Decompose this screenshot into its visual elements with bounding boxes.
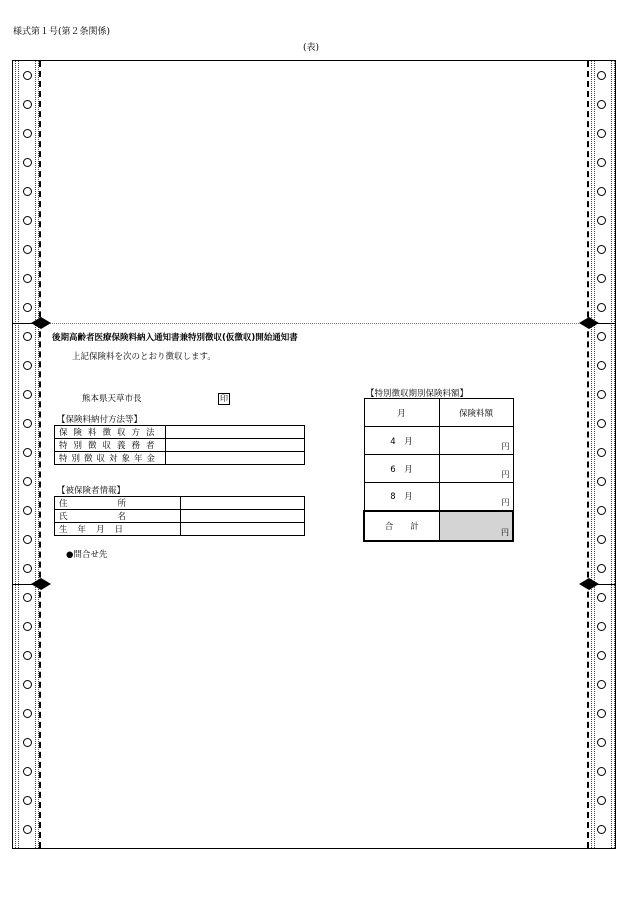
target-pension-label: 特別徴収対象年金: [55, 452, 166, 465]
form-number: 様式第１号(第２条関係): [13, 27, 111, 37]
feed-hole: [23, 767, 32, 776]
feed-hole: [597, 71, 606, 80]
feed-hole: [597, 796, 606, 805]
feed-hole: [23, 709, 32, 718]
feed-hole: [23, 825, 32, 834]
fold-marker-right-top: [579, 317, 599, 329]
feed-hole: [23, 680, 32, 689]
feed-hole: [597, 622, 606, 631]
feed-hole: [597, 535, 606, 544]
feed-hole: [597, 158, 606, 167]
feed-hole: [23, 622, 32, 631]
fold-marker-left-bottom: [31, 578, 51, 590]
table-row: [55, 497, 305, 510]
birthdate-label: 生年月日: [55, 523, 181, 536]
feed-hole: [23, 245, 32, 254]
feed-hole: [597, 709, 606, 718]
feed-hole: [23, 71, 32, 80]
feed-hole: [597, 100, 606, 109]
target-pension-value[interactable]: [165, 452, 304, 465]
feed-hole: [23, 216, 32, 225]
fold-line-top: [43, 323, 585, 324]
amounts-table: [363, 398, 514, 542]
feed-hole: [597, 651, 606, 660]
fold-marker-left-top: [31, 317, 51, 329]
total-label: 合 計: [364, 511, 439, 541]
feed-hole: [23, 332, 32, 341]
month-cell: 8 月: [364, 483, 439, 511]
feed-hole: [597, 506, 606, 515]
feed-hole: [23, 564, 32, 573]
official-seal: 印: [220, 394, 228, 403]
feed-hole: [597, 767, 606, 776]
payment-method-table: [54, 425, 305, 465]
feed-hole: [597, 129, 606, 138]
feed-hole: [23, 651, 32, 660]
payment-method-value[interactable]: [165, 426, 304, 439]
feed-hole: [597, 448, 606, 457]
feed-hole: [23, 361, 32, 370]
feed-hole: [23, 738, 32, 747]
feed-hole: [597, 361, 606, 370]
table-row: [364, 427, 513, 455]
feed-hole: [23, 100, 32, 109]
feed-hole: [597, 303, 606, 312]
amounts-heading: 【特別徴収期別保険料額】: [366, 389, 469, 399]
feed-hole: [23, 796, 32, 805]
amount-cell[interactable]: [439, 427, 513, 455]
table-row: [364, 511, 513, 541]
feed-hole: [23, 419, 32, 428]
month-cell: 4 月: [364, 427, 439, 455]
feed-hole: [23, 187, 32, 196]
address-label: 住所: [55, 497, 181, 510]
payment-method-heading: 【保険料納付方法等】: [57, 415, 143, 425]
amount-cell[interactable]: [439, 455, 513, 483]
withholding-agent-value[interactable]: [165, 439, 304, 452]
feed-hole: [597, 187, 606, 196]
table-row: [364, 483, 513, 511]
table-row: [55, 510, 305, 523]
yen-unit: 円: [501, 497, 510, 507]
feed-hole: [597, 564, 606, 573]
feed-hole: [23, 448, 32, 457]
feed-hole: [23, 477, 32, 486]
amount-cell[interactable]: [439, 483, 513, 511]
feed-hole: [23, 593, 32, 602]
amount-column-header: 保険料額: [439, 399, 513, 427]
feed-hole: [597, 332, 606, 341]
feed-hole: [597, 825, 606, 834]
table-row: [55, 452, 305, 465]
issuer-name: 熊本県天草市長: [82, 394, 142, 404]
feed-hole: [597, 738, 606, 747]
name-label: 氏名: [55, 510, 181, 523]
yen-unit: 円: [501, 470, 510, 479]
name-value[interactable]: [181, 510, 305, 523]
right-feed-strip: [585, 61, 615, 848]
feed-hole: [597, 593, 606, 602]
birthdate-value[interactable]: [181, 523, 305, 536]
yen-unit: 円: [501, 442, 510, 451]
feed-hole: [597, 390, 606, 399]
feed-hole: [597, 680, 606, 689]
feed-hole: [23, 506, 32, 515]
month-cell: 6 月: [364, 455, 439, 483]
fold-marker-right-bottom: [579, 578, 599, 590]
table-row: [55, 439, 305, 452]
feed-hole: [597, 216, 606, 225]
feed-hole: [23, 274, 32, 283]
feed-hole: [597, 419, 606, 428]
table-row: [55, 426, 305, 439]
insured-table: [54, 496, 305, 536]
address-value[interactable]: [181, 497, 305, 510]
feed-hole: [23, 303, 32, 312]
feed-hole: [597, 245, 606, 254]
notice-title: 後期高齢者医療保険料納入通知書兼特別徴収(仮徴収)開始通知書: [52, 333, 298, 343]
lead-text: 上記保険料を次のとおり徴収します。: [72, 352, 216, 362]
table-row: [55, 523, 305, 536]
feed-hole: [23, 129, 32, 138]
payment-method-label: 保険料徴収方法: [55, 426, 166, 439]
left-feed-strip: [13, 61, 43, 848]
yen-unit: 円: [501, 527, 509, 537]
insured-heading: 【被保険者情報】: [57, 486, 126, 496]
withholding-agent-label: 特別徴収義務者: [55, 439, 166, 452]
table-row: [364, 399, 513, 427]
month-column-header: 月: [364, 399, 439, 427]
feed-hole: [23, 158, 32, 167]
feed-hole: [597, 274, 606, 283]
feed-hole: [23, 535, 32, 544]
table-row: [364, 455, 513, 483]
feed-hole: [597, 477, 606, 486]
total-amount-cell[interactable]: [439, 511, 513, 541]
side-label: (表): [303, 43, 320, 53]
contact-label: ●問合せ先: [66, 550, 108, 560]
feed-hole: [23, 390, 32, 399]
